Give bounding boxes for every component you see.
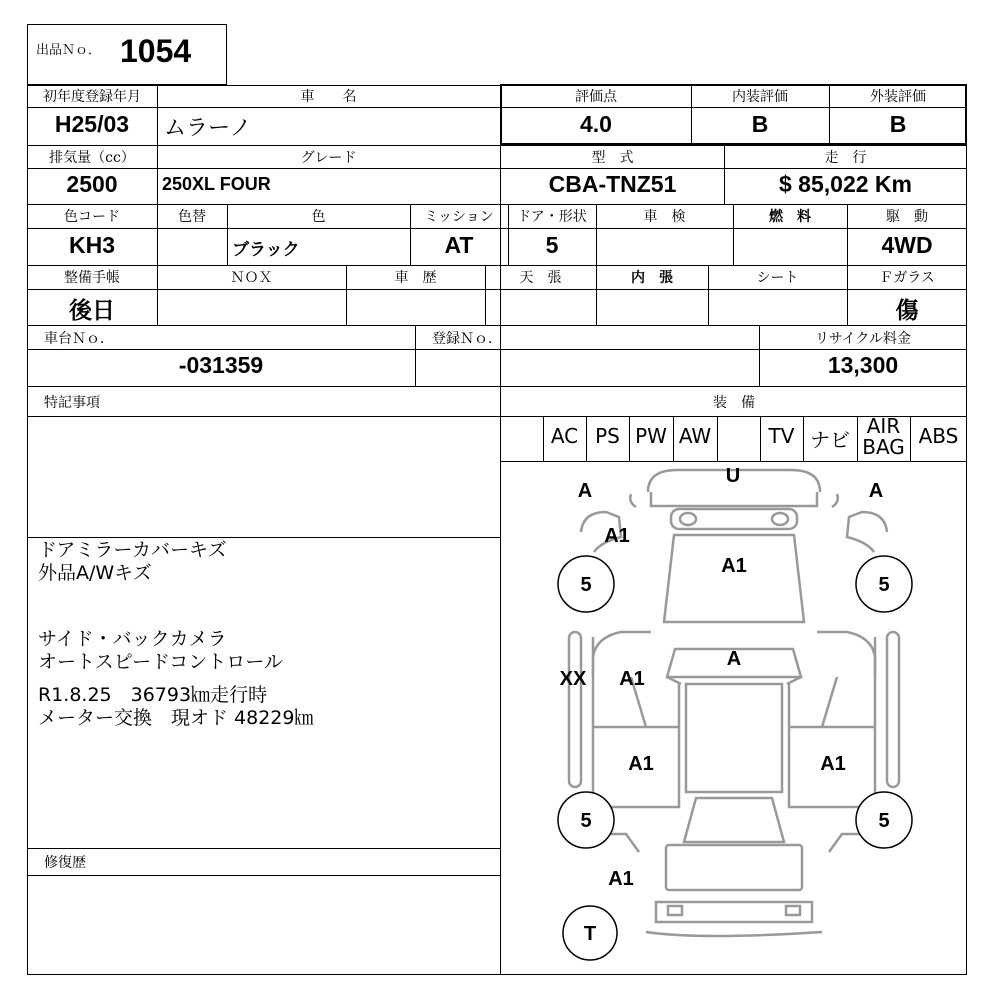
score-label: 評価点 bbox=[575, 89, 617, 105]
mark-front-left: A bbox=[577, 480, 593, 502]
color-label: 色 bbox=[311, 209, 326, 225]
mark-bumper: A1 bbox=[604, 525, 630, 547]
front-glass-value: 傷 bbox=[895, 298, 919, 324]
grade-value: 250XL FOUR bbox=[162, 174, 271, 194]
equip-pw: PW bbox=[635, 424, 667, 448]
doors-label: ドア・形状 bbox=[517, 209, 587, 225]
first-registration-value: H25/03 bbox=[54, 111, 130, 137]
equip-ps: PS bbox=[595, 424, 620, 448]
front-glass-label: Ｆガラス bbox=[879, 270, 935, 286]
lot-number-label: 出品Ｎｏ． bbox=[36, 43, 102, 58]
equip-airbag-bottom: BAG bbox=[862, 435, 905, 459]
mission-label: ミッション bbox=[424, 209, 494, 225]
repaint-label: 色替 bbox=[178, 209, 206, 225]
car-name-label: 車 名 bbox=[300, 89, 357, 105]
exterior-grade-label: 外装評価 bbox=[870, 89, 926, 105]
mark-hood: A1 bbox=[721, 555, 747, 577]
inspection-label: 車 検 bbox=[643, 209, 686, 225]
note-line: 外品A/Wキズ bbox=[38, 562, 152, 584]
doors-value: 5 bbox=[545, 232, 559, 258]
mark-rear-left-door: A1 bbox=[628, 753, 654, 775]
mark-left-panel: A1 bbox=[619, 668, 645, 690]
chassis-number-value: -031359 bbox=[178, 352, 264, 378]
note-line bbox=[38, 585, 313, 608]
note-line: ドアミラーカバーキズ bbox=[38, 539, 227, 561]
score-value: 4.0 bbox=[580, 111, 612, 137]
mark-left-panel-xx: XX bbox=[559, 668, 587, 690]
repair-history-label: 修復歴 bbox=[44, 855, 86, 871]
mission-value: AT bbox=[444, 232, 474, 258]
color-value: ブラック bbox=[232, 240, 300, 260]
color-code-value: KH3 bbox=[68, 232, 115, 258]
equip-aw: AW bbox=[678, 424, 712, 448]
service-book-label: 整備手帳 bbox=[64, 270, 120, 286]
lot-number: 1054 bbox=[120, 33, 192, 69]
interior-trim-label: 内 張 bbox=[631, 270, 673, 286]
first-registration-label: 初年度登録年月 bbox=[43, 89, 141, 105]
equip-navi: ナビ bbox=[810, 428, 850, 452]
vehicle-history-label: 車 歴 bbox=[394, 270, 437, 286]
equip-tv: TV bbox=[768, 424, 795, 448]
mark-roof: A bbox=[726, 648, 742, 670]
grade-label: グレード bbox=[300, 150, 357, 166]
drive-value: 4WD bbox=[881, 232, 933, 258]
mark-front-right: A bbox=[868, 480, 884, 502]
registration-number-label: 登録Ｎｏ． bbox=[432, 331, 502, 347]
model-value: CBA-TNZ51 bbox=[548, 171, 677, 197]
roof-lining-label: 天 張 bbox=[519, 270, 562, 286]
note-line: メーター交換 現オド 48229㎞ bbox=[38, 707, 314, 729]
equipment-label: 装 備 bbox=[713, 395, 755, 411]
special-notes bbox=[38, 539, 313, 730]
recycle-fee-value: 13,300 bbox=[827, 352, 899, 378]
special-notes-label: 特記事項 bbox=[44, 395, 100, 411]
nox-label: ＮＯＸ bbox=[230, 270, 273, 286]
note-line: サイド・バックカメラ bbox=[38, 628, 227, 650]
mark-tailgate: A1 bbox=[608, 868, 634, 890]
color-code-label: 色コード bbox=[64, 209, 120, 225]
equip-abs: ABS bbox=[918, 424, 959, 448]
tire-rl-value: 5 bbox=[580, 810, 592, 832]
model-label: 型 式 bbox=[591, 150, 634, 166]
exterior-grade-value: B bbox=[889, 111, 907, 137]
spare-value: T bbox=[583, 923, 597, 945]
tire-fl-value: 5 bbox=[580, 574, 592, 596]
interior-grade-label: 内装評価 bbox=[732, 89, 788, 105]
mark-rear-right-door: A1 bbox=[820, 753, 846, 775]
displacement-value: 2500 bbox=[66, 171, 118, 197]
tire-rr-value: 5 bbox=[878, 810, 890, 832]
recycle-fee-label: リサイクル料金 bbox=[814, 331, 912, 347]
service-book-value: 後日 bbox=[69, 298, 115, 324]
car-name-value: ムラーノ bbox=[164, 116, 252, 141]
seat-label: シート bbox=[756, 270, 799, 286]
drive-label: 駆 動 bbox=[886, 209, 928, 225]
note-line bbox=[38, 674, 313, 684]
tire-fr-value: 5 bbox=[878, 574, 890, 596]
fuel-label: 燃 料 bbox=[769, 209, 811, 225]
chassis-number-label: 車台Ｎｏ． bbox=[44, 331, 114, 347]
equip-airbag-top: AIR bbox=[866, 414, 901, 438]
interior-grade-value: B bbox=[751, 111, 769, 137]
note-line: R1.8.25 36793㎞走行時 bbox=[38, 684, 268, 706]
mileage-label: 走 行 bbox=[824, 150, 867, 166]
mileage-value: $ 85,022 Km bbox=[779, 171, 912, 197]
car-damage-diagram bbox=[501, 462, 967, 975]
mark-top-center: U bbox=[725, 465, 741, 487]
equip-ac: AC bbox=[550, 424, 579, 448]
note-line: オートスピードコントロール bbox=[38, 651, 283, 673]
displacement-label: 排気量（cc） bbox=[49, 150, 135, 166]
